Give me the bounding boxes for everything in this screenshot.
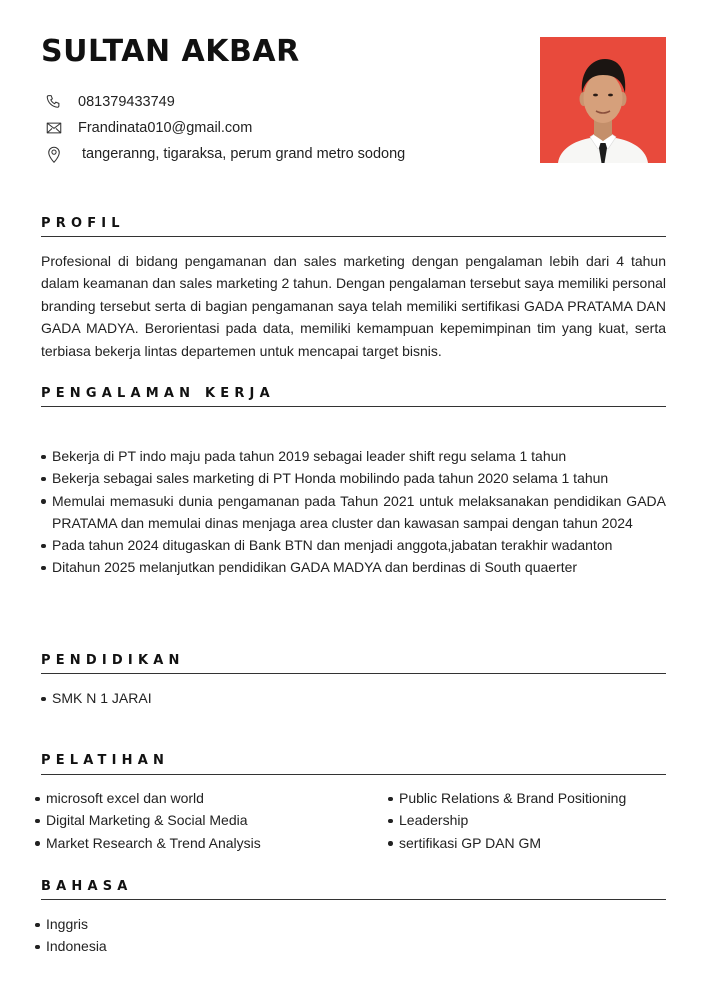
list-item: Public Relations & Brand Positioning [388, 787, 678, 809]
list-item: Inggris [35, 913, 335, 935]
list-item: Leadership [388, 809, 678, 831]
profil-text: Profesional di bidang pengamanan dan sales marketing dengan pengalaman lebih dari 4 tahun dalam keamanan dan sales marketing 2 tahun. Dengan pengalaman tersebut saya memiliki personal branding tersebut serta di bagian pengamanan saya telah memiliki sertifikasi GADA PRATAMA DAN GADA MADYA. Berorientasi pada data, memiliki kemampuan kepemimpinan tim yang kuat, serta terbiasa bekerja lintas departemen untuk mencapai target bisnis. [41, 253, 666, 359]
list-item: Digital Marketing & Social Media [35, 809, 365, 831]
list-item: Indonesia [35, 935, 335, 957]
divider [41, 406, 666, 407]
location-pin-icon [44, 144, 64, 164]
phone-icon [44, 92, 64, 112]
email-text: Frandinata010@gmail.com [78, 120, 253, 136]
section-title-profil: PROFIL [41, 216, 125, 231]
section-title-pengalaman: PENGALAMAN KERJA [41, 386, 275, 401]
contact-email [44, 118, 252, 138]
training-list-right [388, 787, 678, 854]
training-list-left [35, 787, 365, 854]
resume-name: SULTAN AKBAR [41, 34, 300, 69]
list-item: Bekerja di PT indo maju pada tahun 2019 sebagai leader shift regu selama 1 tahun [41, 445, 666, 467]
address-text: tangeranng, tigaraksa, perum grand metro sodong [82, 146, 406, 162]
list-item: Ditahun 2025 melanjutkan pendidikan GADA MADYA dan berdinas di South quaerter [41, 556, 666, 578]
experience-list [41, 445, 666, 579]
divider [41, 236, 666, 237]
section-title-bahasa: BAHASA [41, 879, 133, 894]
list-item: microsoft excel dan world [35, 787, 365, 809]
divider [41, 673, 666, 674]
mail-icon [44, 118, 64, 138]
list-item: SMK N 1 JARAI [41, 687, 441, 709]
profile-photo [540, 37, 666, 163]
language-list [35, 913, 335, 958]
contact-phone [44, 92, 175, 112]
section-title-pelatihan: PELATIHAN [41, 753, 170, 768]
phone-text: 081379433749 [78, 94, 175, 110]
list-item: sertifikasi GP DAN GM [388, 832, 678, 854]
list-item: Pada tahun 2024 ditugaskan di Bank BTN dan menjadi anggota,jabatan terakhir wadanton [41, 534, 666, 556]
contact-address [44, 144, 405, 164]
divider [41, 899, 666, 900]
section-title-pendidikan: PENDIDIKAN [41, 653, 185, 668]
divider [41, 774, 666, 775]
education-list [41, 687, 441, 709]
list-item: Memulai memasuki dunia pengamanan pada Tahun 2021 untuk melaksanakan pendidikan GADA PRATAMA dan memulai dinas menjaga area cluster dan kawasan sampai dengan tahun 2024 [41, 490, 666, 535]
list-item: Market Research & Trend Analysis [35, 832, 365, 854]
list-item: Bekerja sebagai sales marketing di PT Honda mobilindo pada tahun 2020 selama 1 tahun [41, 467, 666, 489]
